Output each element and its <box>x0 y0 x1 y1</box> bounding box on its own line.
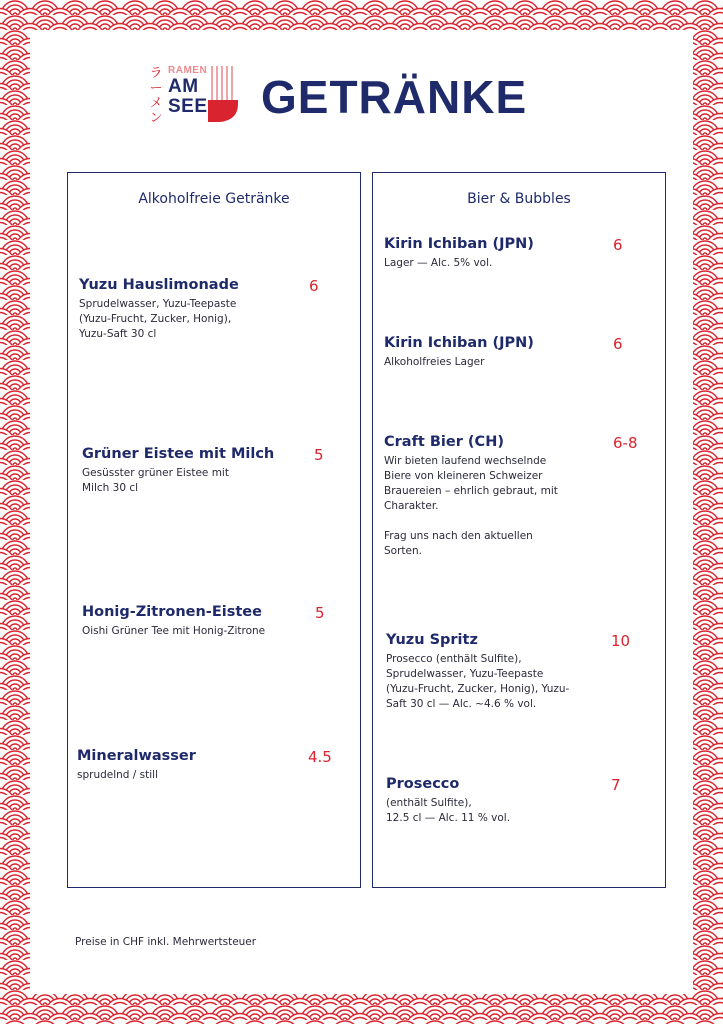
panel-title: Alkoholfreie Getränke <box>138 191 290 207</box>
item-name: Grüner Eistee mit Milch <box>82 446 275 462</box>
item-price: 6 <box>613 236 623 254</box>
panel-title: Bier & Bubbles <box>467 191 571 207</box>
logo-kana-char: ー <box>149 81 163 96</box>
item-description: Sprudelwasser, Yuzu-Teepaste (Yuzu-Frucht, Zucker, Honig), Yuzu-Saft 30 cl <box>79 298 237 340</box>
price-note: Preise in CHF inkl. Mehrwertsteuer <box>75 936 257 948</box>
item-price: 10 <box>611 632 631 650</box>
menu-header <box>148 62 568 134</box>
item-price: 5 <box>315 604 325 622</box>
page-title: GETRÄNKE <box>261 71 528 123</box>
item-name: Kirin Ichiban (JPN) <box>384 335 534 351</box>
menu-item <box>386 776 646 826</box>
logo-ramen-text: RAMEN <box>168 65 208 76</box>
logo-kana-char: ン <box>149 111 163 126</box>
item-name: Prosecco <box>386 776 460 792</box>
item-price: 6-8 <box>613 434 638 452</box>
item-price: 6 <box>309 277 319 295</box>
item-price: 4.5 <box>308 748 332 766</box>
item-description: Alkoholfreies Lager <box>384 356 485 368</box>
item-description: (enthält Sulfite), 12.5 cl — Alc. 11 % vol. <box>386 797 511 824</box>
item-name: Mineralwasser <box>77 748 196 764</box>
item-name: Kirin Ichiban (JPN) <box>384 236 534 252</box>
item-description: Wir bieten laufend wechselnde Biere von kleineren Schweizer Brauereien – ehrlich gebraut, mit Charakter. Frag uns nach den aktuellen Sorten. <box>384 455 558 557</box>
panel-beer-bubbles <box>372 172 666 888</box>
logo-kana-char: ラ <box>149 66 163 81</box>
item-name: Craft Bier (CH) <box>384 434 504 450</box>
item-description: sprudelnd / still <box>77 769 159 781</box>
item-name: Honig-Zitronen-Eistee <box>82 604 262 620</box>
logo-kana-char: メ <box>149 96 163 111</box>
logo-am-text: AM <box>168 76 199 97</box>
menu-item <box>386 632 646 712</box>
menu-item <box>82 604 325 639</box>
logo-kana <box>148 66 164 126</box>
item-price: 6 <box>613 335 623 353</box>
panel-non-alcoholic <box>67 172 361 888</box>
menu-item <box>79 277 319 342</box>
item-description: Prosecco (enthält Sulfite), Sprudelwasser, Yuzu-Teepaste (Yuzu-Frucht, Zucker, Honig), Yuzu- Saft 30 cl — Alc. ~4.6 % vol. <box>386 653 570 710</box>
item-price: 7 <box>611 776 621 794</box>
logo-see-text: SEE <box>168 96 208 117</box>
menu-item <box>77 748 337 783</box>
item-name: Yuzu Hauslimonade <box>79 277 239 293</box>
item-name: Yuzu Spritz <box>386 632 478 648</box>
menu-item <box>384 236 644 271</box>
noodle-bowl-icon <box>208 64 238 122</box>
restaurant-logo <box>148 62 240 134</box>
menu-sheet <box>30 30 693 994</box>
menu-item <box>384 434 654 559</box>
item-description: Gesüsster grüner Eistee mit Milch 30 cl <box>82 467 229 494</box>
item-description: Lager — Alc. 5% vol. <box>384 257 493 269</box>
menu-item <box>384 335 644 370</box>
item-price: 5 <box>314 446 324 464</box>
menu-item <box>82 446 322 496</box>
item-description: Oishi Grüner Tee mit Honig-Zitrone <box>82 625 266 637</box>
